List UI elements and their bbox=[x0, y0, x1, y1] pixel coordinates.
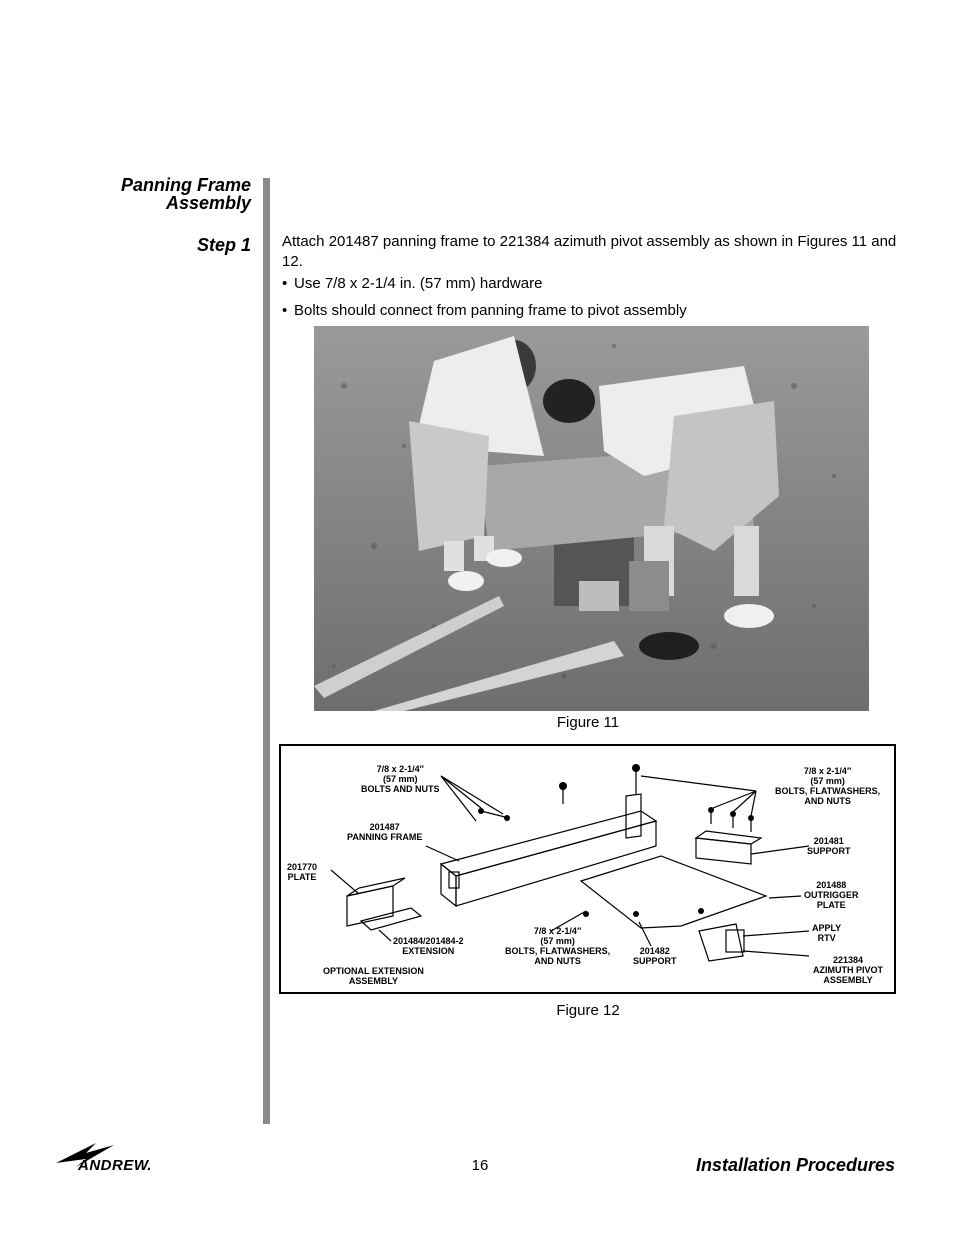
figure-12-diagram bbox=[279, 744, 896, 994]
bullet-text: Bolts should connect from panning frame to pivot assembly bbox=[294, 302, 687, 319]
figure-11-photo bbox=[314, 326, 869, 711]
bullet-dot-icon: • bbox=[282, 275, 288, 292]
label-plate-201770: 201770 PLATE bbox=[287, 862, 318, 882]
page-number: 16 bbox=[471, 1157, 489, 1174]
footer-title: Installation Procedures bbox=[695, 1155, 895, 1175]
bullet-dot-icon: • bbox=[282, 302, 288, 319]
bullet-item bbox=[282, 275, 542, 293]
label-bolts-center: 7/8 x 2-1/4″ (57 mm) BOLTS, FLATWASHERS, AND NUTS bbox=[505, 926, 611, 966]
label-optional-extension: OPTIONAL EXTENSION ASSEMBLY bbox=[323, 966, 424, 986]
label-azimuth-pivot: 221384 AZIMUTH PIVOT ASSEMBLY bbox=[813, 955, 883, 985]
label-bolts-right: 7/8 x 2-1/4″ (57 mm) BOLTS, FLATWASHERS, AND NUTS bbox=[775, 766, 881, 806]
label-extension: 201484/201484-2 EXTENSION bbox=[393, 936, 464, 956]
label-support-201482: 201482 SUPPORT bbox=[633, 946, 677, 966]
figure-12-caption: Figure 12 bbox=[556, 1002, 620, 1019]
brand-logo-text: ANDREW. bbox=[78, 1157, 153, 1174]
label-bolts-left: 7/8 x 2-1/4″ (57 mm) BOLTS AND NUTS bbox=[361, 764, 440, 794]
label-panning-frame: 201487 PANNING FRAME bbox=[347, 822, 423, 842]
section-title-line2: Assembly bbox=[165, 193, 251, 213]
step-title: Step 1 bbox=[196, 235, 251, 255]
label-apply-rtv: APPLY RTV bbox=[812, 923, 842, 943]
intro-paragraph: Attach 201487 panning frame to 221384 azimuth pivot assembly as shown in Figures 11 and 12. bbox=[282, 233, 897, 270]
section-title bbox=[60, 176, 251, 212]
label-support-201481: 201481 SUPPORT bbox=[807, 836, 851, 856]
bullet-item bbox=[282, 302, 687, 320]
figure-11-caption: Figure 11 bbox=[556, 714, 620, 731]
label-outrigger-plate: 201488 OUTRIGGER PLATE bbox=[804, 880, 859, 910]
section-divider-bar bbox=[263, 178, 270, 1124]
bullet-text: Use 7/8 x 2-1/4 in. (57 mm) hardware bbox=[294, 275, 543, 292]
section-title-line1: Panning Frame bbox=[120, 175, 251, 195]
